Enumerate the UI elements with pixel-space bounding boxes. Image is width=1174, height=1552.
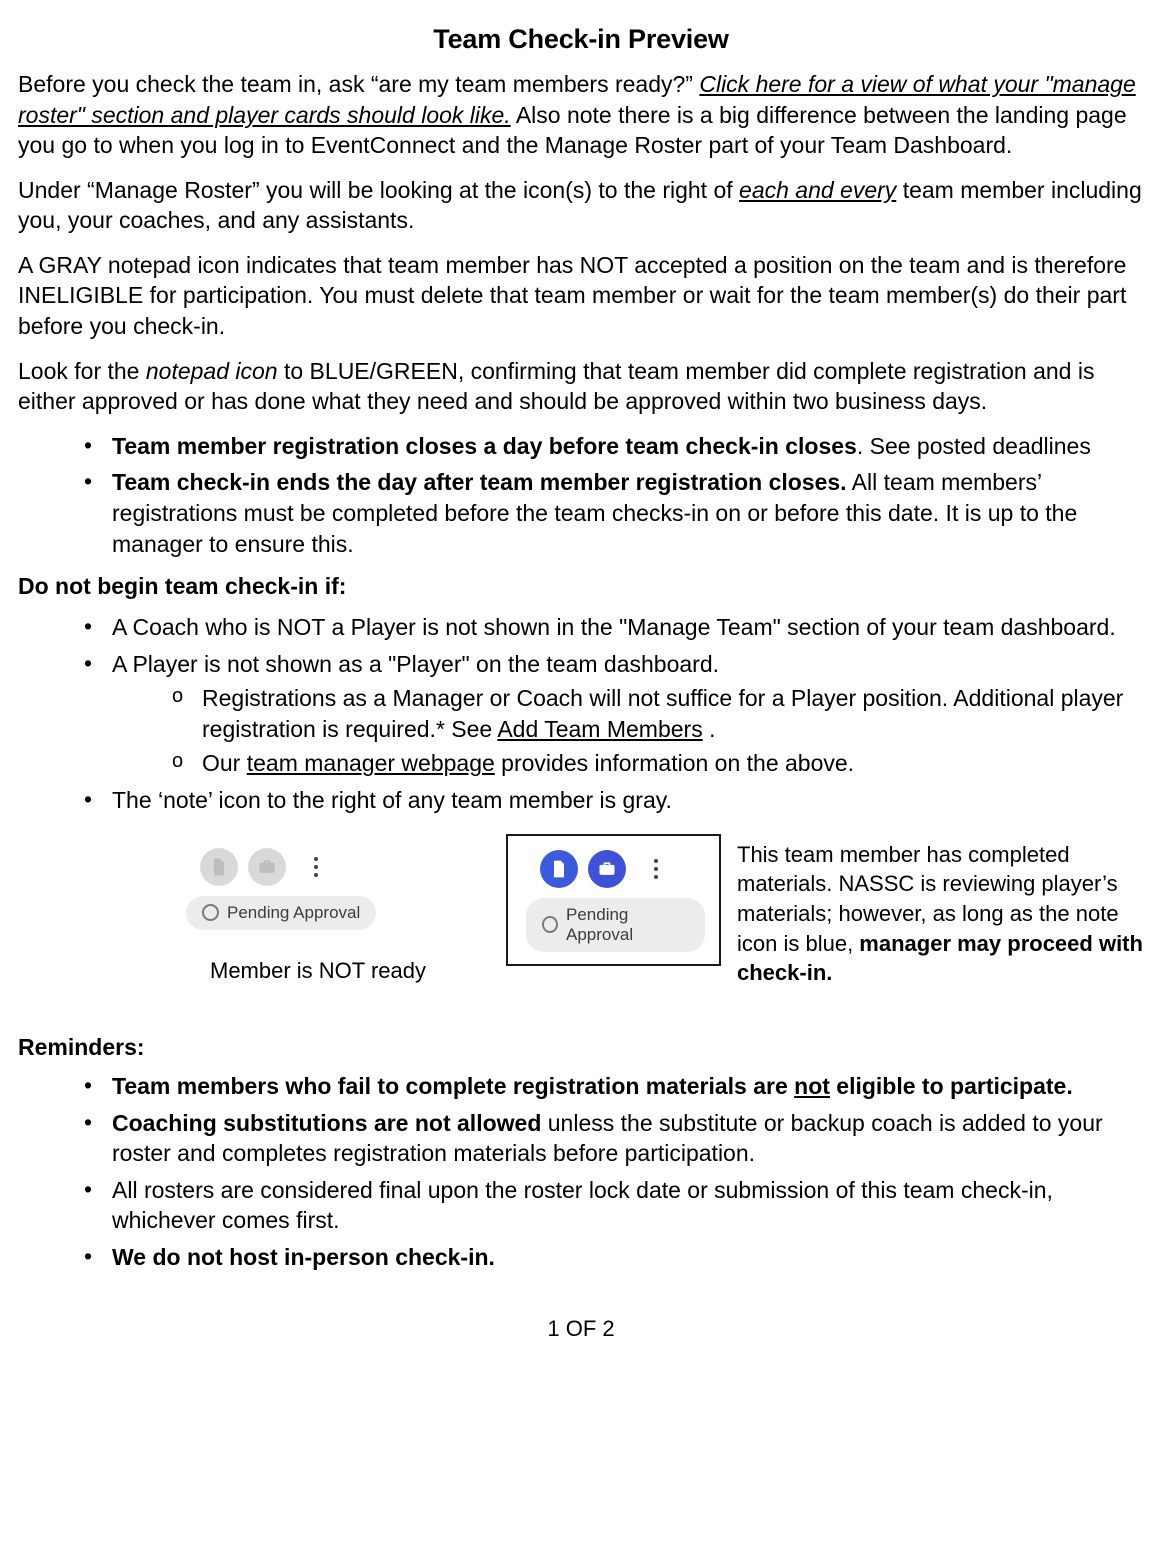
- player-card-icon-row: [522, 846, 705, 898]
- sub-bullet-text-b: .: [702, 715, 716, 742]
- more-options-icon[interactable]: [648, 859, 664, 879]
- manage-roster-text-b: team member including you, your coaches, and any assistants.: [18, 176, 1142, 234]
- manage-roster-preview-link[interactable]: Click here for a view of what your "manage roster" section and player cards should look like.: [18, 71, 1136, 128]
- team-manager-webpage-link[interactable]: team manager webpage: [246, 750, 495, 777]
- bullet-text: A Player is not shown as a "Player" on the team dashboard.: [112, 650, 720, 677]
- sub-list-item: [172, 683, 1144, 744]
- reminder-underline: not: [794, 1073, 830, 1099]
- player-sub-bullet-list: [112, 683, 1144, 779]
- status-badge-label: Pending Approval: [566, 904, 634, 944]
- status-badge-wrap: [522, 898, 705, 952]
- page-title: Team Check-in Preview: [433, 24, 729, 54]
- list-item: [84, 649, 1144, 779]
- list-item: • A Coach who is NOT a Player is not shown in the "Manage Team" section of your team dashboard.: [84, 612, 1144, 643]
- list-item: [84, 431, 1144, 462]
- list-item: [84, 1175, 1144, 1236]
- reminder-rest: unless the substitute or backup coach is added to your roster and completes registration materials before participation.: [112, 1109, 1103, 1167]
- status-badge-label: Pending Approval: [227, 902, 361, 922]
- briefcase-icon[interactable]: [588, 850, 626, 888]
- add-team-members-link[interactable]: Add Team Members: [497, 715, 703, 742]
- list-item: [84, 1071, 1144, 1102]
- notepad-icon-emphasis: notepad icon: [145, 357, 278, 384]
- reminders-bullet-list: [18, 1071, 1144, 1272]
- status-badge: [526, 898, 705, 952]
- manage-roster-paragraph: [18, 175, 1144, 236]
- player-card-blue: [506, 834, 721, 966]
- pending-ring-icon: [202, 904, 219, 921]
- intro-text-a: Before you check the team in, ask “are my team members ready?”: [18, 71, 700, 97]
- reminders-heading: Reminders:: [18, 1034, 145, 1060]
- each-and-every-emphasis: each and every: [739, 176, 897, 203]
- list-item: [84, 467, 1144, 559]
- bullet-bold-text: Team member registration closes a day before team check-in closes: [112, 432, 857, 459]
- reminder-bold-a: Team members who fail to complete registration materials are: [112, 1073, 795, 1099]
- briefcase-icon[interactable]: [248, 848, 286, 886]
- status-badge-wrap: [182, 896, 454, 930]
- note-icon[interactable]: [200, 848, 238, 886]
- bullet-bold-text: Team check-in ends the day after team member registration closes.: [112, 469, 847, 496]
- reminder-rest: All rosters are considered final upon the roster lock date or submission of this team check-in, whichever comes first.: [112, 1176, 1053, 1234]
- blue-icon-text-b: to BLUE/GREEN, confirming that team member did complete registration and is either approved or has done what they need and should be approved within two business days.: [18, 357, 1095, 415]
- gray-icon-paragraph: A GRAY notepad icon indicates that team member has NOT accepted a position on the team and is therefore INELIGIBLE for participation. You must delete that team member or wait for the team member(s) do their part before you check-in.: [18, 251, 1127, 340]
- blue-icon-text-a: Look for the: [18, 357, 146, 384]
- figure-right-caption: [737, 840, 1144, 988]
- reminder-bold-b: eligible to participate.: [829, 1073, 1073, 1099]
- more-options-icon[interactable]: [308, 857, 324, 877]
- list-item: [84, 1108, 1144, 1169]
- figure-ready: [506, 834, 721, 966]
- do-not-begin-bullet-list: [18, 612, 1144, 815]
- note-icon[interactable]: [540, 850, 578, 888]
- status-badge: [186, 896, 376, 930]
- example-figures: [18, 834, 1144, 988]
- list-item: [84, 1242, 1144, 1273]
- figure-not-ready: [168, 834, 468, 984]
- do-not-begin-heading: Do not begin team check-in if:: [18, 573, 347, 600]
- figure-right-caption-bold: manager may proceed with check-in.: [737, 930, 1143, 986]
- sub-list-item: [172, 748, 1144, 779]
- figure-right-caption-a: This team member has completed materials. NASSC is reviewing player’s materials; however, as long as the note icon is blue,: [737, 841, 1119, 956]
- reminder-bold-a: We do not host in-person check-in.: [112, 1243, 495, 1270]
- deadline-bullet-list: [18, 431, 1144, 559]
- manage-roster-text-a: Under “Manage Roster” you will be looking at the icon(s) to the right of: [18, 176, 740, 203]
- intro-text-b: Also note there is a big difference between the landing page you go to when you log in to EventConnect and the Manage Roster part of your Team Dashboard.: [18, 101, 1127, 159]
- list-item: • The ‘note’ icon to the right of any team member is gray.: [84, 785, 1144, 816]
- figure-left-caption: Member is NOT ready: [210, 957, 426, 983]
- bullet-rest-text: All team members’ registrations must be completed before the team checks-in on or before this date. It is up to the manager to ensure this.: [112, 469, 1078, 557]
- blue-icon-paragraph: [18, 356, 1144, 417]
- sub-bullet-text-b: provides information on the above.: [494, 750, 855, 777]
- intro-paragraph: [18, 69, 1144, 161]
- sub-bullet-text-a: Our: [202, 750, 247, 777]
- pending-ring-icon: [542, 916, 558, 933]
- player-card-icon-row: [182, 844, 454, 896]
- reminder-bold-a: Coaching substitutions are not allowed: [112, 1109, 542, 1136]
- player-card-gray: [168, 834, 468, 942]
- page-footer: 1 OF 2: [547, 1316, 615, 1342]
- sub-bullet-text-a: Registrations as a Manager or Coach will not suffice for a Player position. Additional player registration is required.* See: [202, 685, 1124, 742]
- bullet-rest-text: . See posted deadlines: [856, 432, 1091, 459]
